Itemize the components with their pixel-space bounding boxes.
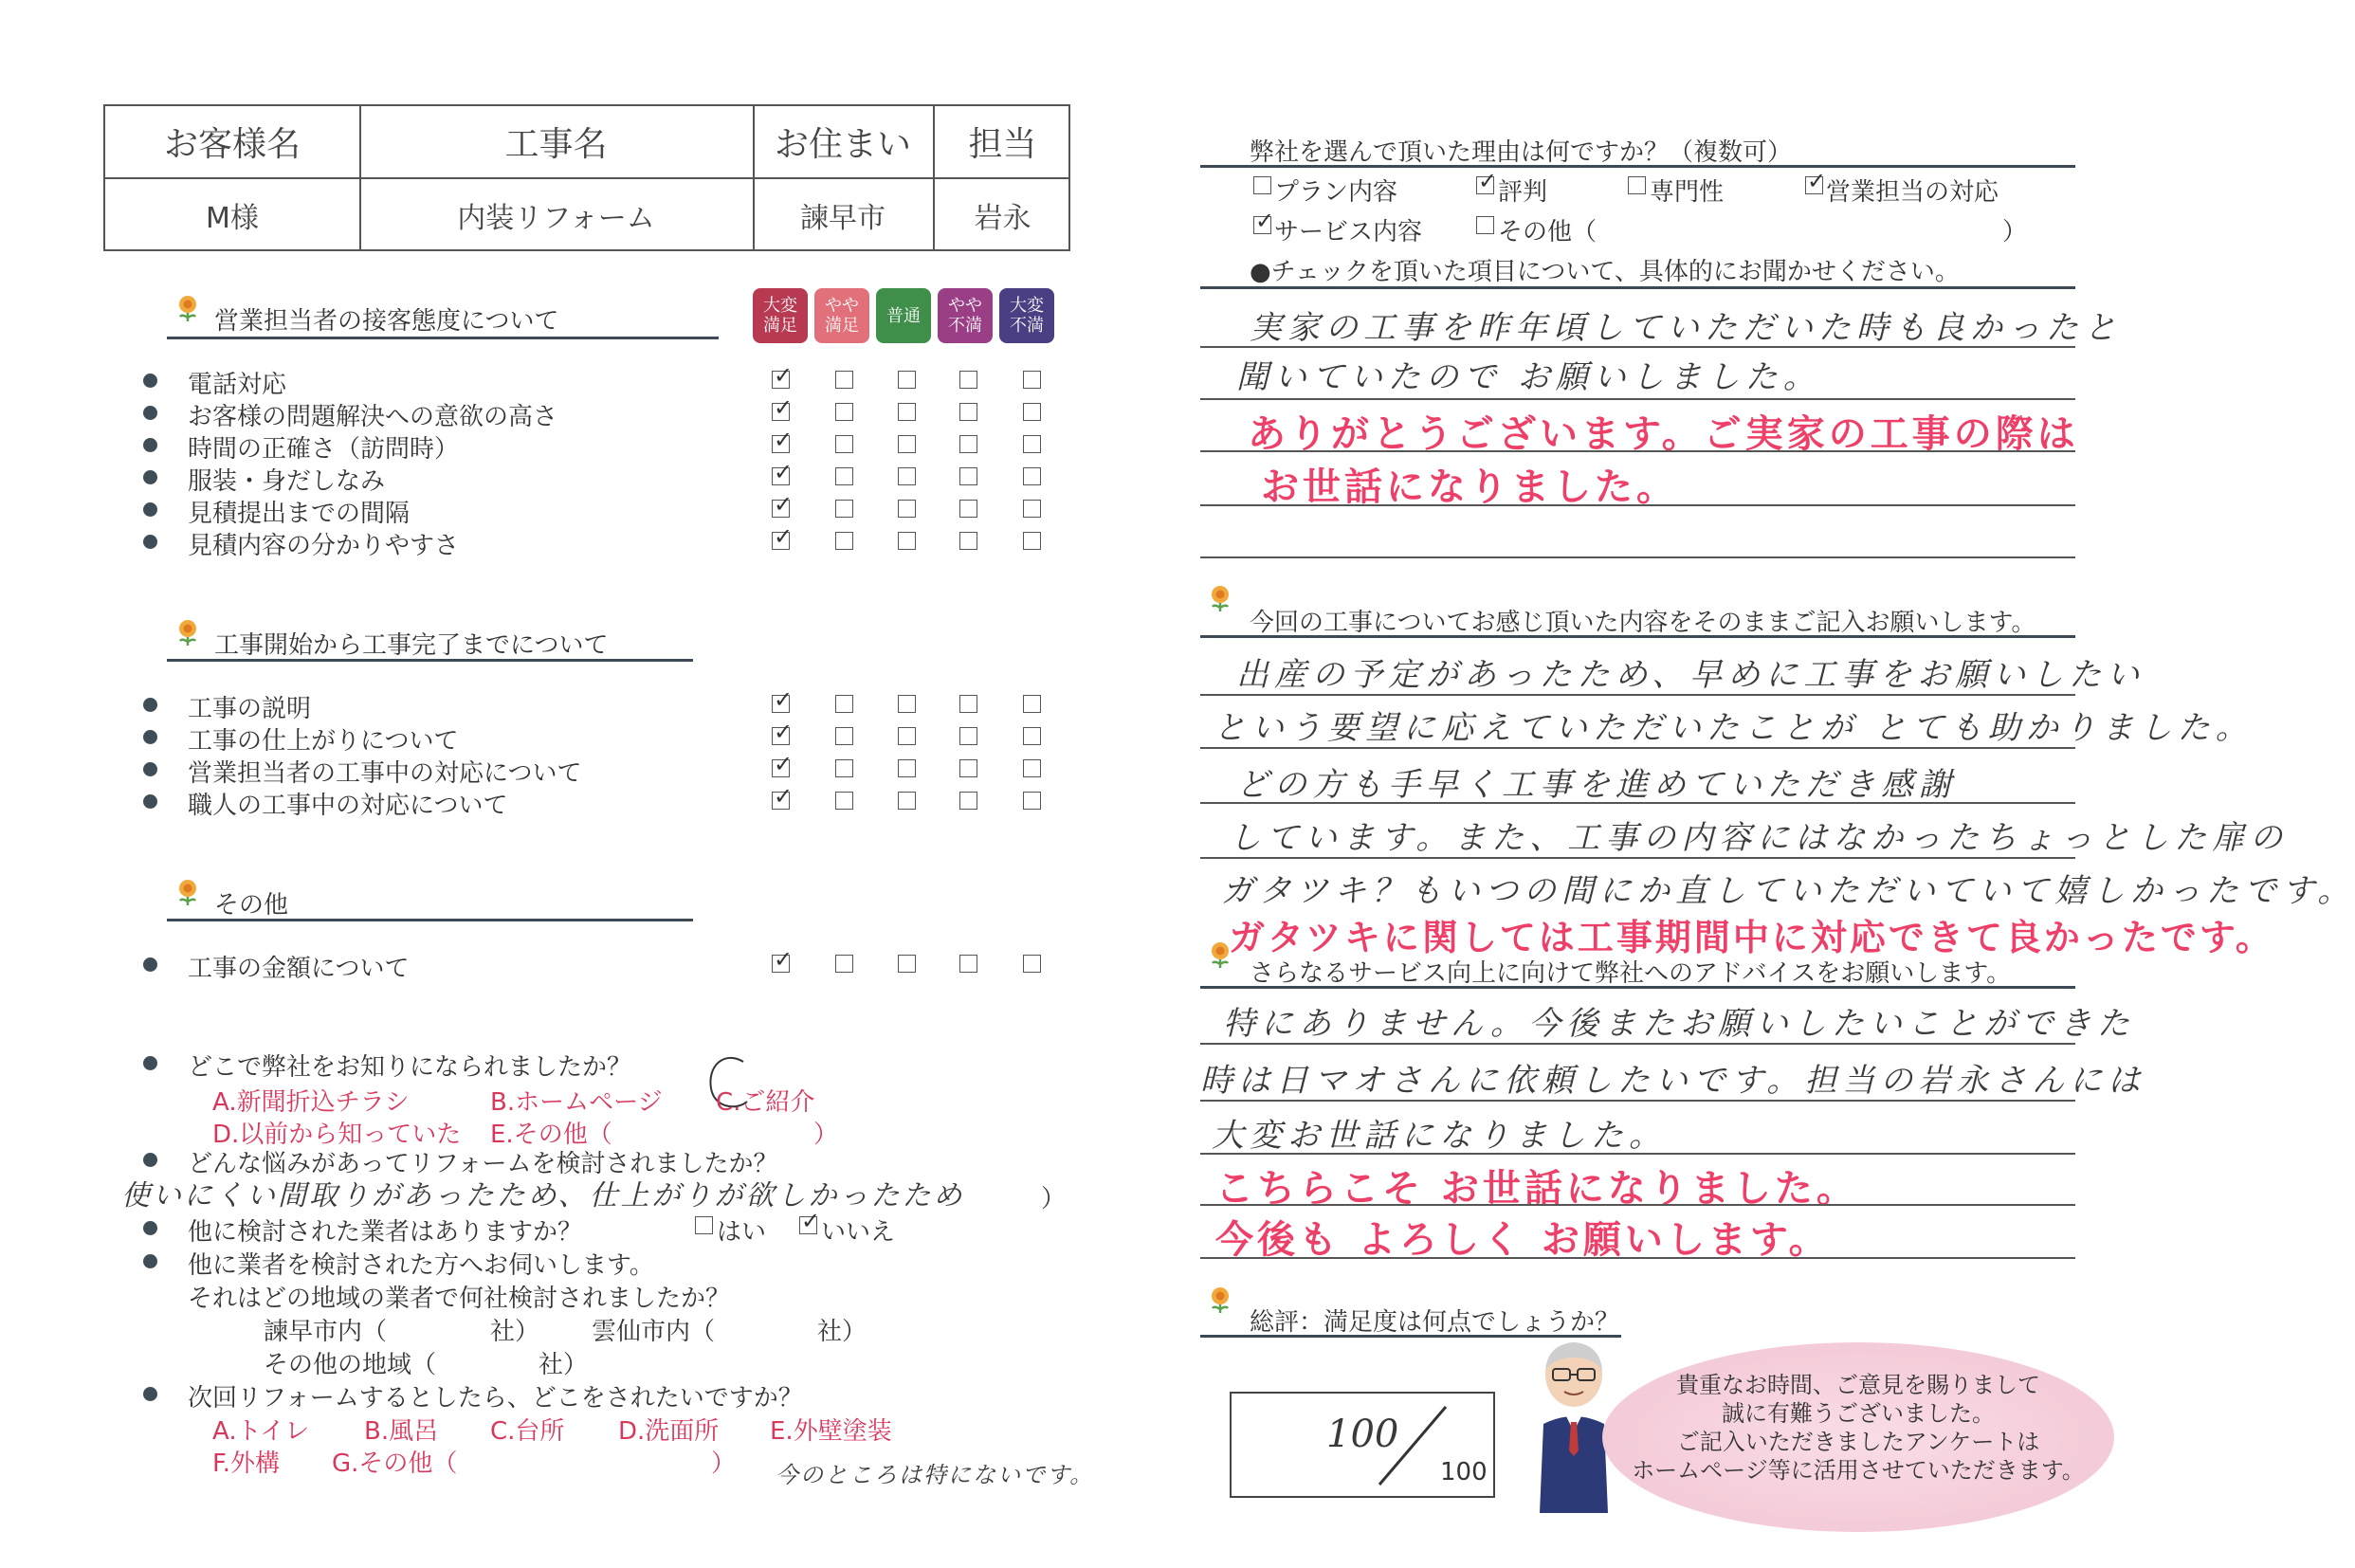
next-g-other[interactable]: G.その他（ — [332, 1449, 458, 1478]
section2-rating-checkbox[interactable] — [959, 727, 977, 745]
section1-rating-checkbox[interactable] — [1023, 532, 1041, 550]
section1-rating-checkbox[interactable] — [835, 403, 853, 421]
section3-title: その他 — [214, 891, 289, 920]
plan-checkbox[interactable] — [1253, 176, 1271, 194]
thanks-bubble — [1602, 1342, 2114, 1532]
reason-handwritten-2: 聞いていたので お願いしました。 — [1236, 358, 1821, 396]
section1-rating-checkbox[interactable] — [772, 532, 790, 550]
next-a-toilet[interactable]: A.トイレ — [212, 1417, 310, 1446]
option-e-close: ） — [813, 1121, 839, 1149]
section1-rating-checkbox[interactable] — [835, 467, 853, 485]
section1-rating-checkbox[interactable] — [1023, 435, 1041, 453]
option-e-other[interactable]: E.その他（ — [490, 1121, 612, 1149]
residence-value: 諫早市 — [800, 202, 885, 235]
section1-item-3: 服装・身だしなみ — [188, 467, 386, 496]
thanks-line-2: 誠に有難うございました。 — [1722, 1400, 1995, 1427]
work-name: 内装リフォーム — [457, 202, 655, 235]
reason-reply-2: お世話になりました。 — [1261, 465, 1678, 509]
section1-rating-checkbox[interactable] — [772, 467, 790, 485]
impression-handwritten-3: どの方も手早く工事を進めていただき感謝 — [1236, 766, 1957, 804]
section2-item-2: 営業担当者の工事中の対応について — [188, 759, 582, 788]
next-g-close: ） — [711, 1449, 737, 1478]
section1-item-4: 見積提出までの間隔 — [188, 500, 411, 528]
section2-rating-checkbox[interactable] — [772, 792, 790, 810]
customer-name: M様 — [206, 202, 259, 235]
section2-rating-checkbox[interactable] — [835, 727, 853, 745]
q-next: 次回リフォームするとしたら、どこをされたいですか？ — [188, 1384, 803, 1413]
section2-rating-checkbox[interactable] — [898, 727, 916, 745]
concern-close: ） — [1041, 1185, 1067, 1213]
next-d-washroom[interactable]: D.洗面所 — [618, 1417, 720, 1446]
rating-badge-4: 大変 不満 — [999, 288, 1054, 343]
area-other-unit: 社） — [539, 1351, 589, 1379]
next-e-exterior[interactable]: E.外壁塗装 — [770, 1417, 892, 1446]
area-unzen: 雲仙市内（ — [592, 1318, 716, 1346]
header-staff-label: 担当 — [968, 125, 1037, 164]
section1-rating-checkbox[interactable] — [959, 435, 977, 453]
other-reason-checkbox[interactable] — [1476, 216, 1494, 234]
section3-item-0: 工事の金額について — [188, 955, 410, 983]
expertise-checkbox[interactable] — [1628, 176, 1646, 194]
bullet — [143, 957, 157, 972]
service-checkbox[interactable] — [1253, 216, 1271, 234]
section3-rating-checkbox[interactable] — [772, 955, 790, 973]
flower-icon — [1206, 1285, 1234, 1314]
section1-rating-checkbox[interactable] — [835, 532, 853, 550]
section1-rating-checkbox[interactable] — [898, 500, 916, 518]
impression-reply: ガタツキに関しては工事期間中に対応できて良かったです。 — [1229, 917, 2274, 958]
section1-rating-checkbox[interactable] — [1023, 500, 1041, 518]
section1-item-5: 見積内容の分かりやすさ — [188, 532, 460, 560]
thanks-line-4: ホームページ等に活用させていただきます。 — [1632, 1457, 2085, 1484]
option-a-flyer[interactable]: A.新聞折込チラシ — [212, 1088, 410, 1117]
slash-divider — [1374, 1403, 1450, 1488]
section2-rating-checkbox[interactable] — [898, 759, 916, 777]
section1-rating-checkbox[interactable] — [959, 532, 977, 550]
section2-rating-checkbox[interactable] — [898, 695, 916, 713]
section1-rating-checkbox[interactable] — [1023, 467, 1041, 485]
section1-rating-checkbox[interactable] — [959, 403, 977, 421]
section2-rating-checkbox[interactable] — [959, 792, 977, 810]
bullet — [143, 762, 157, 776]
yes-label: はい — [717, 1218, 767, 1247]
next-handwritten: 今のところは特にないです。 — [776, 1462, 1095, 1488]
advice-handwritten-3: 大変お世話になりました。 — [1212, 1117, 1667, 1155]
rating-badge-3: やや 不満 — [938, 288, 993, 343]
score-value: 100 — [1326, 1413, 1399, 1456]
area-isahaya-unit: 社） — [490, 1318, 540, 1346]
next-b-bath[interactable]: B.風呂 — [364, 1417, 439, 1446]
customer-info-table — [103, 104, 1070, 251]
section1-rating-checkbox[interactable] — [772, 371, 790, 389]
concern-answer: 使いにくい間取りがあったため、仕上がりが欲しかったため — [121, 1179, 965, 1212]
advice-title: さらなるサービス向上に向けて弊社へのアドバイスをお願いします。 — [1250, 959, 2012, 988]
rating-badge-2: 普通 — [876, 288, 931, 343]
other-reason-label: その他（ — [1498, 218, 1597, 246]
section2-rating-checkbox[interactable] — [835, 759, 853, 777]
bullet — [143, 406, 157, 420]
section2-rating-checkbox[interactable] — [772, 727, 790, 745]
section2-rating-checkbox[interactable] — [959, 695, 977, 713]
flower-icon — [173, 294, 202, 322]
section2-rating-checkbox[interactable] — [1023, 792, 1041, 810]
section3-rating-checkbox[interactable] — [898, 955, 916, 973]
header-work-label: 工事名 — [504, 125, 608, 164]
no-label: いいえ — [821, 1218, 896, 1247]
impression-title: 今回の工事についてお感じ頂いた内容をそのままご記入お願いします。 — [1250, 609, 2036, 637]
area-other: その他の地域（ — [264, 1351, 437, 1379]
section2-item-1: 工事の仕上がりについて — [188, 727, 459, 756]
q-how-known: どこで弊社をお知りになられましたか？ — [188, 1053, 632, 1082]
section1-rating-checkbox[interactable] — [772, 403, 790, 421]
expertise-label: 専門性 — [1650, 178, 1725, 207]
section3-rating-checkbox[interactable] — [1023, 955, 1041, 973]
section1-rating-checkbox[interactable] — [898, 403, 916, 421]
no-checkbox[interactable] — [799, 1216, 817, 1234]
reputation-checkbox[interactable] — [1476, 176, 1494, 194]
section1-rating-checkbox[interactable] — [772, 435, 790, 453]
section1-rating-checkbox[interactable] — [1023, 371, 1041, 389]
section2-rating-checkbox[interactable] — [1023, 727, 1041, 745]
bullet — [143, 470, 157, 484]
impression-handwritten-5: ガタツキ？もいつの間にか直していただいていて嬉しかったです。 — [1221, 872, 2355, 910]
area-unzen-unit: 社） — [817, 1318, 867, 1346]
section3-rating-checkbox[interactable] — [959, 955, 977, 973]
reason-handwritten-1: 実家の工事を昨年頃していただいた時も良かったと — [1250, 309, 2122, 347]
advice-handwritten-1: 特にありません。今後またお願いしたいことができた — [1223, 1005, 2136, 1043]
section2-item-0: 工事の説明 — [188, 695, 312, 723]
section1-rating-checkbox[interactable] — [898, 467, 916, 485]
option-c-referral[interactable]: C.ご紹介 — [716, 1088, 815, 1117]
bullet — [143, 502, 157, 517]
detail-prompt: ●チェックを頂いた項目について、具体的にお聞かせください。 — [1250, 258, 1960, 286]
advice-reply-1: こちらこそ お世話になりました。 — [1215, 1167, 1858, 1211]
flower-icon — [173, 878, 202, 906]
sales-checkbox[interactable] — [1805, 176, 1823, 194]
section2-rating-checkbox[interactable] — [835, 792, 853, 810]
section1-item-2: 時間の正確さ（訪問時） — [188, 435, 460, 464]
q-other-company: 他に検討された業者はありますか？ — [188, 1218, 583, 1247]
section2-rating-checkbox[interactable] — [959, 759, 977, 777]
section1-title: 営業担当者の接客態度について — [214, 307, 559, 336]
q-area-line1: 他に業者を検討された方へお伺いします。 — [188, 1251, 654, 1280]
section2-rating-checkbox[interactable] — [772, 695, 790, 713]
bullet — [143, 698, 157, 712]
area-isahaya: 諫早市内（ — [264, 1318, 388, 1346]
flower-icon — [1206, 940, 1234, 969]
thanks-line-1: 貴重なお時間、ご意見を賜りまして — [1676, 1372, 2040, 1398]
thanks-line-3: ご記入いただきましたアンケートは — [1676, 1429, 2040, 1455]
header-customer-label: お客様名 — [163, 125, 301, 164]
section2-rating-checkbox[interactable] — [1023, 695, 1041, 713]
section2-item-3: 職人の工事中の対応について — [188, 792, 508, 820]
score-max: 100 — [1440, 1458, 1488, 1486]
impression-handwritten-4: しています。また、工事の内容にはなかったちょっとした扉の — [1229, 819, 2289, 857]
section1-item-1: お客様の問題解決への意欲の高さ — [188, 403, 558, 431]
rating-badge-1: やや 満足 — [814, 288, 869, 343]
q-reason: 弊社を選んで頂いた理由は何ですか？（複数可） — [1250, 138, 1793, 167]
reputation-label: 評判 — [1498, 178, 1548, 207]
bullet — [143, 374, 157, 388]
section2-rating-checkbox[interactable] — [1023, 759, 1041, 777]
plan-label: プラン内容 — [1274, 178, 1398, 207]
section1-rating-checkbox[interactable] — [835, 371, 853, 389]
section1-rating-checkbox[interactable] — [1023, 403, 1041, 421]
score-title: 総評：満足度は何点でしょうか？ — [1250, 1308, 1620, 1337]
bullet — [143, 794, 157, 809]
q-concern: どんな悩みがあってリフォームを検討されましたか？ — [188, 1150, 778, 1178]
section1-rating-checkbox[interactable] — [898, 371, 916, 389]
section2-rating-checkbox[interactable] — [772, 759, 790, 777]
advice-handwritten-2: 時は日マオさんに依頼したいです。担当の岩永さんには — [1200, 1062, 2146, 1100]
section1-item-0: 電話対応 — [188, 371, 287, 399]
rating-badge-0: 大変 満足 — [753, 288, 808, 343]
section1-rating-checkbox[interactable] — [959, 467, 977, 485]
section1-rating-checkbox[interactable] — [835, 435, 853, 453]
section2-rating-checkbox[interactable] — [835, 695, 853, 713]
option-b-homepage[interactable]: B.ホームページ — [490, 1088, 663, 1117]
bullet — [143, 535, 157, 549]
section1-rating-checkbox[interactable] — [898, 532, 916, 550]
section1-rating-checkbox[interactable] — [959, 371, 977, 389]
section2-rating-checkbox[interactable] — [898, 792, 916, 810]
section3-rating-checkbox[interactable] — [835, 955, 853, 973]
bullet — [143, 730, 157, 744]
next-c-kitchen[interactable]: C.台所 — [490, 1417, 565, 1446]
next-f-exterior-works[interactable]: F.外構 — [212, 1449, 281, 1478]
impression-handwritten-2: という要望に応えていただいたことが とても助かりました。 — [1214, 709, 2254, 747]
impression-handwritten-1: 出産の予定があったため、早めに工事をお願いしたい — [1236, 656, 2145, 694]
section1-rating-checkbox[interactable] — [835, 500, 853, 518]
section1-rating-checkbox[interactable] — [898, 435, 916, 453]
bullet — [143, 438, 157, 452]
yes-checkbox[interactable] — [695, 1216, 713, 1234]
other-reason-close: ） — [2002, 218, 2028, 246]
option-d-known[interactable]: D.以前から知っていた — [212, 1121, 462, 1149]
q-area-line2: それはどの地域の業者で何社検討されましたか？ — [188, 1285, 731, 1313]
header-residence-label: お住まい — [774, 125, 911, 164]
reason-reply-1: ありがとうございます。ご実家の工事の際は — [1248, 412, 2079, 456]
section1-rating-checkbox[interactable] — [959, 500, 977, 518]
staff-name: 岩永 — [974, 202, 1031, 235]
score-box — [1230, 1392, 1495, 1498]
section2-title: 工事開始から工事完了までについて — [214, 631, 609, 660]
flower-icon — [1206, 584, 1234, 612]
service-label: サービス内容 — [1274, 218, 1423, 246]
advice-reply-2: 今後も よろしく お願いします。 — [1215, 1218, 1831, 1262]
sales-label: 営業担当の対応 — [1826, 178, 1999, 207]
flower-icon — [173, 618, 202, 647]
section1-rating-checkbox[interactable] — [772, 500, 790, 518]
